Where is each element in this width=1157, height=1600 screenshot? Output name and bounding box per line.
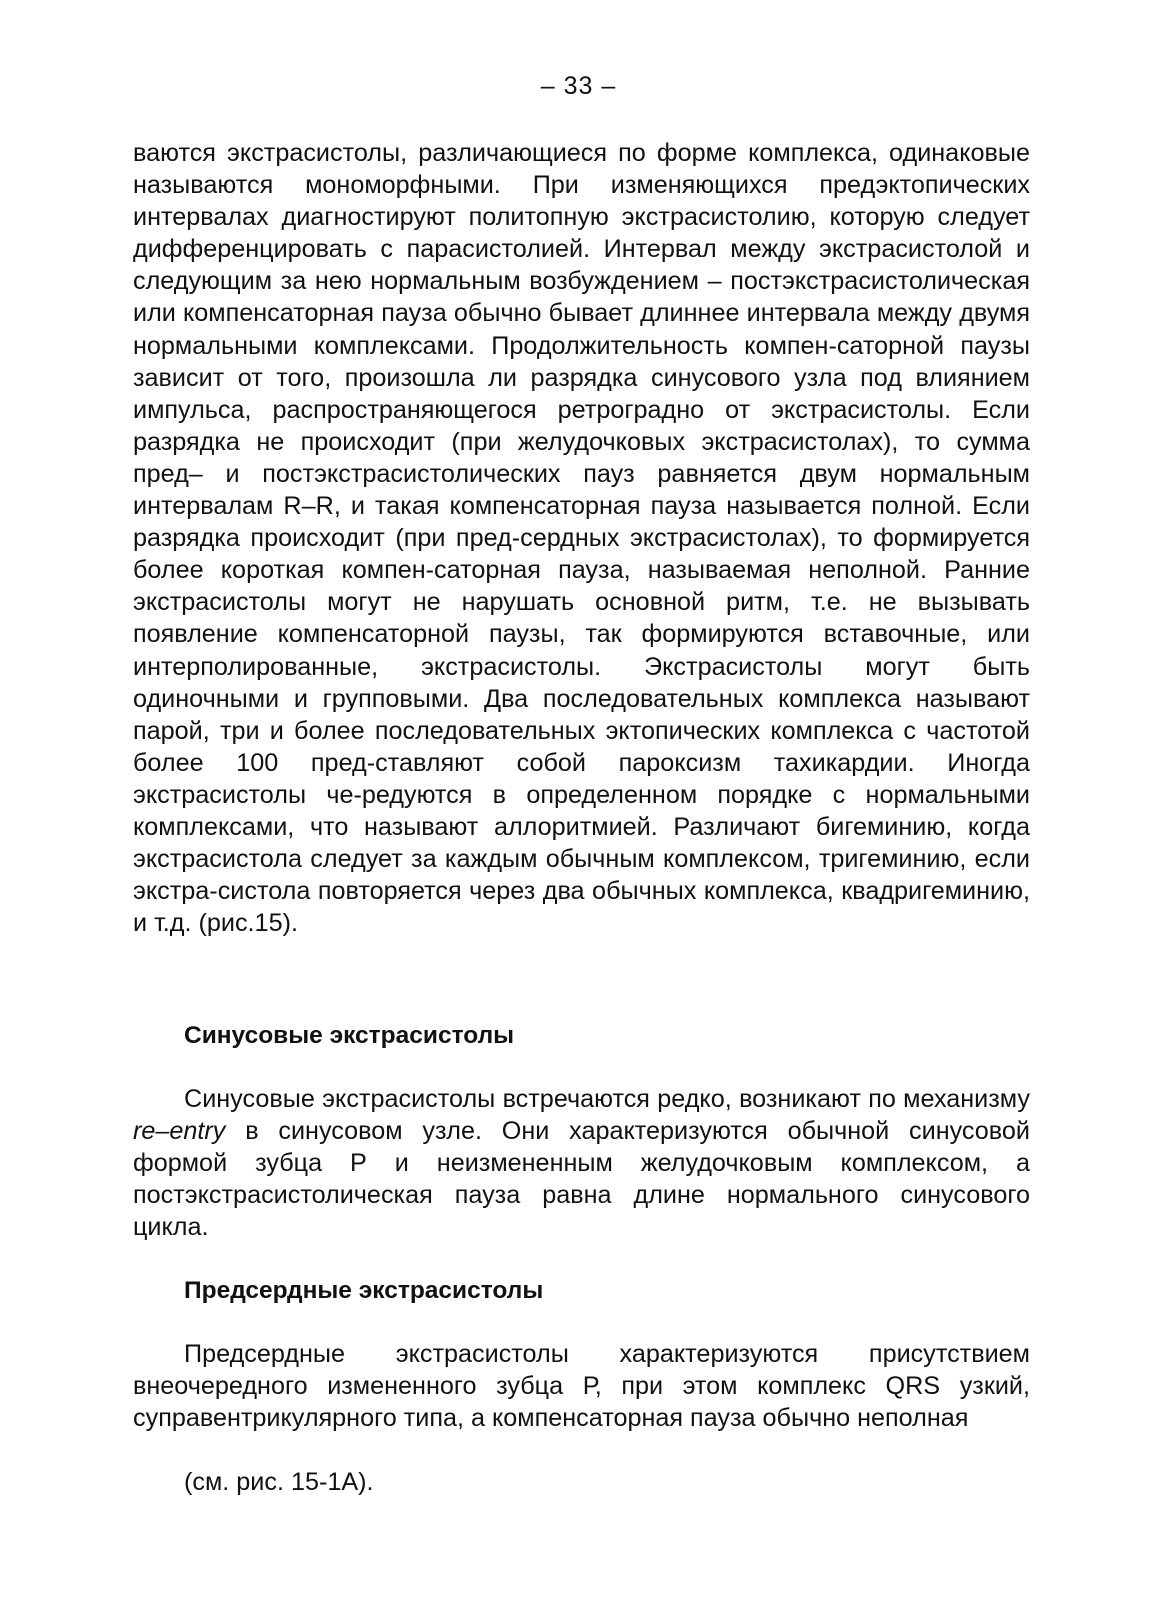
section-heading-sinus-extrasystoles: Синусовые экстрасистолы bbox=[184, 1022, 515, 1049]
sinus-text-after: в синусовом узле. Они характеризуются обычной синусовой формой зубца Р и неизмененным желудочковым комплексом, а постэкстрасистолическая пауза равна длине нормального синусового цикла. bbox=[133, 1117, 1030, 1242]
extrasystole-overview-section bbox=[133, 137, 1030, 939]
figure-reference: (см. рис. 15-1А). bbox=[184, 1468, 374, 1496]
sinus-extrasystoles-section bbox=[133, 1083, 1030, 1243]
re-entry-term: re–entry bbox=[133, 1117, 226, 1146]
body-paragraph-extrasystoles: ваются экстрасистолы, различающиеся по форме комплекса, одинаковые называются мономорфными. При изменяющихся предэктопических интервалах диагностируют политопную экстрасистолию, которую следует дифференцировать с парасистолией. Интервал между экстрасистолой и следующим за нею нормальным возбуждением – постэкстрасистолическая или компенсаторная пауза обычно бывает длиннее интервала между двумя нормальными комплексами. Продолжительность компен-саторной паузы зависит от того, произошла ли разрядка синусового узла под влиянием импульса, распространяющегося ретроградно от экстрасистолы. Если разрядка не происходит (при желудочковых экстрасистолах), то сумма пред– и постэкстрасистолических пауз равняется двум нормальным интервалам R–R, и такая компенсаторная пауза называется полной. Если разрядка происходит (при пред-сердных экстрасистолах), то формируется более короткая компен-саторная пауза, называемая неполной. Ранние экстрасистолы могут не нарушать основной ритм, т.е. не вызывать появление компенсаторной паузы, так формируются вставочные, или интерполированные, экстрасистолы. Экстрасистолы могут быть одиночными и групповыми. Два последовательных комплекса называют парой, три и более последовательных эктопических комплекса с частотой более 100 пред-ставляют собой пароксизм тахикардии. Иногда экстрасистолы че-редуются в определенном порядке с нормальными комплексами, что называют аллоритмией. Различают бигеминию, когда экстрасистола следует за каждым обычным комплексом, тригеминию, если экстра-систола повторяется через два обычных комплекса, квадригеминию, и т.д. (рис.15). bbox=[133, 139, 1030, 938]
atrial-extrasystoles-section bbox=[133, 1338, 1030, 1434]
page-number: – 33 – bbox=[540, 72, 617, 100]
body-paragraph-sinus bbox=[133, 1083, 1030, 1243]
section-heading-atrial-extrasystoles: Предсердные экстрасистолы bbox=[184, 1277, 544, 1304]
sinus-text-before: Синусовые экстрасистолы встречаются редко, возникают по механизму bbox=[184, 1085, 1030, 1113]
body-paragraph-atrial: Предсердные экстрасистолы характеризуются присутствием внеочередного измененного зубца Р, при этом комплекс QRS узкий, суправентрикулярного типа, а компенсаторная пауза обычно неполная bbox=[133, 1340, 1030, 1433]
